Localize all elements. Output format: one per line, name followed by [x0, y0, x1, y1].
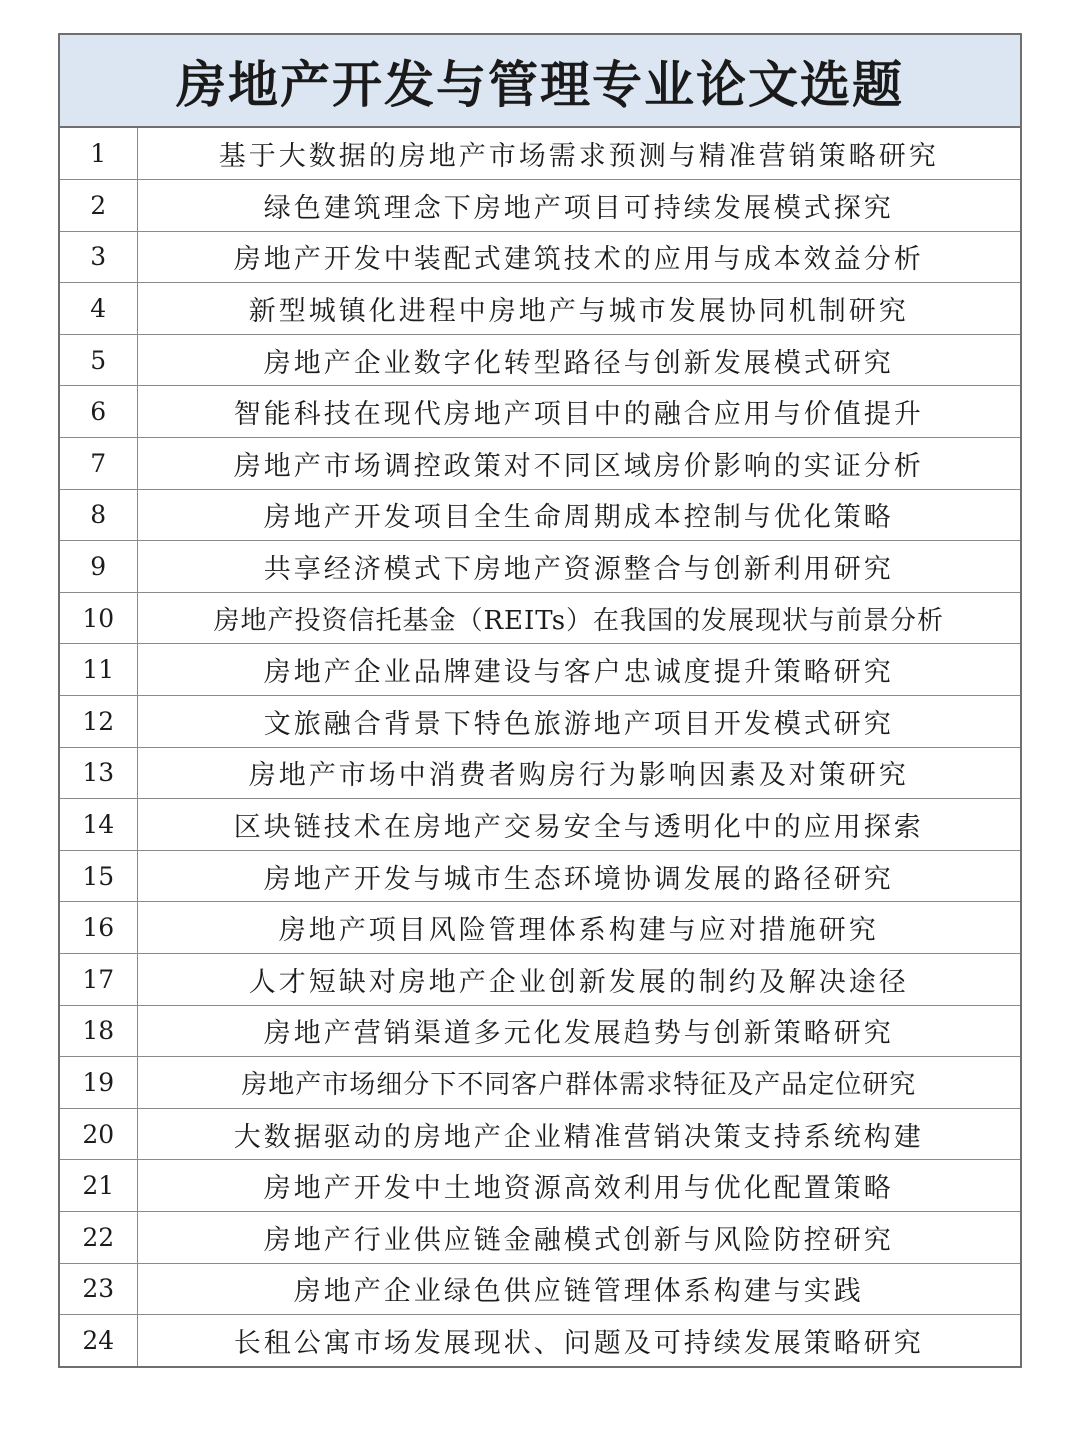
topic-cell: 房地产项目风险管理体系构建与应对措施研究 [137, 902, 1020, 954]
topic-cell: 房地产行业供应链金融模式创新与风险防控研究 [137, 1211, 1020, 1263]
topic-cell: 智能科技在现代房地产项目中的融合应用与价值提升 [137, 386, 1020, 438]
row-number: 16 [60, 902, 137, 954]
table-row [60, 283, 1020, 335]
topic-cell: 房地产投资信托基金（REITs）在我国的发展现状与前景分析 [137, 592, 1020, 644]
topic-cell: 共享经济模式下房地产资源整合与创新利用研究 [137, 541, 1020, 593]
row-number: 6 [60, 386, 137, 438]
topic-cell: 房地产企业品牌建设与客户忠诚度提升策略研究 [137, 644, 1020, 696]
topic-cell: 人才短缺对房地产企业创新发展的制约及解决途径 [137, 954, 1020, 1006]
topic-cell: 文旅融合背景下特色旅游地产项目开发模式研究 [137, 696, 1020, 748]
topic-cell: 房地产企业绿色供应链管理体系构建与实践 [137, 1263, 1020, 1315]
table-row [60, 386, 1020, 438]
table-row [60, 334, 1020, 386]
row-number: 13 [60, 747, 137, 799]
topic-cell: 长租公寓市场发展现状、问题及可持续发展策略研究 [233, 1328, 924, 1360]
row-number: 18 [60, 1005, 137, 1057]
topic-cell: 新型城镇化进程中房地产与城市发展协同机制研究 [137, 283, 1020, 335]
row-number: 12 [60, 696, 137, 748]
table-row [60, 696, 1020, 748]
row-number: 15 [60, 850, 137, 902]
row-number: 22 [60, 1211, 137, 1263]
row-number: 24 [60, 1315, 137, 1367]
row-number: 23 [60, 1263, 137, 1315]
row-number: 19 [60, 1057, 137, 1109]
table-row [60, 1263, 1020, 1315]
table-row [60, 489, 1020, 541]
row-number: 7 [60, 438, 137, 490]
table-row [60, 1315, 1020, 1367]
topic-cell: 房地产营销渠道多元化发展趋势与创新策略研究 [137, 1005, 1020, 1057]
table-row [60, 1057, 1020, 1109]
topic-cell: 房地产开发与城市生态环境协调发展的路径研究 [137, 850, 1020, 902]
table-row [60, 1160, 1020, 1212]
topic-cell: 房地产市场细分下不同客户群体需求特征及产品定位研究 [137, 1057, 1020, 1109]
topic-cell: 房地产开发中装配式建筑技术的应用与成本效益分析 [137, 231, 1020, 283]
row-number: 11 [60, 644, 137, 696]
row-number: 2 [60, 180, 137, 232]
table-row [60, 438, 1020, 490]
row-number: 3 [60, 231, 137, 283]
table-row [60, 1108, 1020, 1160]
table-row [60, 799, 1020, 851]
topics-sheet [58, 33, 1022, 1368]
table-row [60, 902, 1020, 954]
table-row [60, 747, 1020, 799]
table-row [60, 644, 1020, 696]
table-row [60, 128, 1020, 180]
topic-cell: 房地产企业数字化转型路径与创新发展模式研究 [137, 334, 1020, 386]
table-row [60, 1005, 1020, 1057]
row-number: 10 [60, 592, 137, 644]
row-number: 1 [60, 128, 137, 180]
row-number: 5 [60, 334, 137, 386]
table-row [60, 954, 1020, 1006]
topic-cell: 房地产开发项目全生命周期成本控制与优化策略 [137, 489, 1020, 541]
topics-table [60, 128, 1020, 1366]
page-title: 房地产开发与管理专业论文选题 [176, 54, 904, 114]
topic-cell: 大数据驱动的房地产企业精准营销决策支持系统构建 [137, 1108, 1020, 1160]
row-number: 9 [60, 541, 137, 593]
row-number: 21 [60, 1160, 137, 1212]
row-number: 20 [60, 1108, 137, 1160]
table-row [60, 592, 1020, 644]
row-number: 14 [60, 799, 137, 851]
topic-cell: 绿色建筑理念下房地产项目可持续发展模式探究 [137, 180, 1020, 232]
table-row [60, 231, 1020, 283]
topic-cell: 房地产市场中消费者购房行为影响因素及对策研究 [137, 747, 1020, 799]
topic-cell: 房地产市场调控政策对不同区域房价影响的实证分析 [137, 438, 1020, 490]
table-row [60, 850, 1020, 902]
topic-cell: 基于大数据的房地产市场需求预测与精准营销策略研究 [137, 128, 1020, 180]
table-row [60, 180, 1020, 232]
topic-cell: 区块链技术在房地产交易安全与透明化中的应用探索 [137, 799, 1020, 851]
table-row [60, 1211, 1020, 1263]
table-row [60, 541, 1020, 593]
row-number: 8 [60, 489, 137, 541]
row-number: 17 [60, 954, 137, 1006]
title-bar [60, 35, 1020, 128]
topic-cell: 房地产开发中土地资源高效利用与优化配置策略 [137, 1160, 1020, 1212]
row-number: 4 [60, 283, 137, 335]
